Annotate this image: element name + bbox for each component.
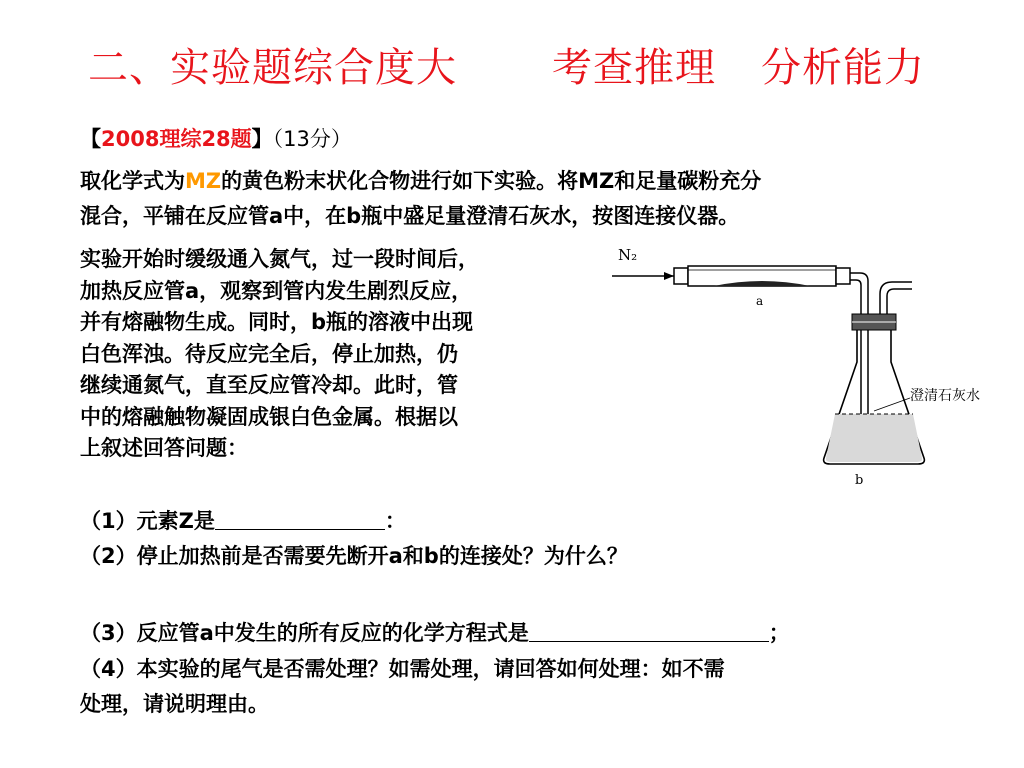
formula-mz: MZ (185, 169, 222, 193)
question-1 (80, 506, 406, 538)
score-label: （13分） (272, 127, 352, 151)
intro-line-1 (80, 166, 761, 198)
question-2: （2）停止加热前是否需要先断开a和b的连接处？为什么？ (80, 544, 628, 568)
question-4 (80, 654, 725, 720)
answer-blank-3[interactable] (529, 621, 769, 642)
flask-label-b: b (855, 473, 864, 488)
intro-line1-pre: 取化学式为 (80, 169, 185, 193)
source-open-bracket: 【 (80, 127, 101, 151)
paragraph-line: 中的熔融触物凝固成银白色金属。根据以 (80, 404, 458, 429)
source-line (80, 124, 352, 156)
question-1-end: ： (384, 509, 406, 533)
question-4-line: （4）本实验的尾气是否需处理？如需处理，请回答如何处理：如不需 (80, 657, 725, 681)
nitrogen-label: N₂ (618, 246, 638, 264)
paragraph-line: 白色浑浊。待反应完全后，停止加热，仍 (80, 341, 458, 366)
slide-title (88, 44, 988, 92)
question-1-text: （1）元素Z是 (80, 509, 215, 533)
question-3 (80, 618, 790, 650)
question-4-line: 处理，请说明理由。 (80, 691, 269, 716)
answer-blank-1[interactable] (215, 509, 385, 530)
source-close-bracket: 】 (251, 127, 273, 151)
intro-line-2: 混合，平铺在反应管a中，在b瓶中盛足量澄清石灰水，按图连接仪器。 (80, 204, 740, 228)
apparatus-diagram (612, 236, 992, 496)
title-part1: 二、实验题综合度大 (88, 45, 457, 91)
reaction-tube (674, 266, 850, 286)
source-reference: 2008理综28题 (101, 127, 252, 151)
limewater-solution (826, 414, 922, 462)
paragraph-line: 加热反应管a，观察到管内发生剧烈反应， (80, 278, 473, 303)
title-part3: 分析能力 (761, 45, 925, 91)
solution-label: 澄清石灰水 (910, 388, 980, 404)
paragraph-block (80, 244, 479, 465)
question-3-text: （3）反应管a中发生的所有反应的化学方程式是 (80, 621, 529, 645)
paragraph-line: 继续通氮气，直至反应管冷却。此时，管 (80, 373, 458, 397)
title-part2: 考查推理 (552, 45, 716, 91)
intro-line1-post: 的黄色粉末状化合物进行如下实验。将MZ和足量碳粉充分 (221, 169, 762, 193)
tube-label-a: a (756, 294, 764, 308)
question-3-end: ； (768, 621, 790, 645)
label-leader-line (874, 398, 910, 411)
paragraph-line: 上叙述回答问题： (80, 436, 248, 460)
paragraph-line: 并有熔融物生成。同时，b瓶的溶液中出现 (80, 310, 474, 334)
paragraph-line: 实验开始时缓级通入氮气，过一段时间后， (80, 247, 479, 271)
arrow-right-icon (664, 272, 674, 280)
